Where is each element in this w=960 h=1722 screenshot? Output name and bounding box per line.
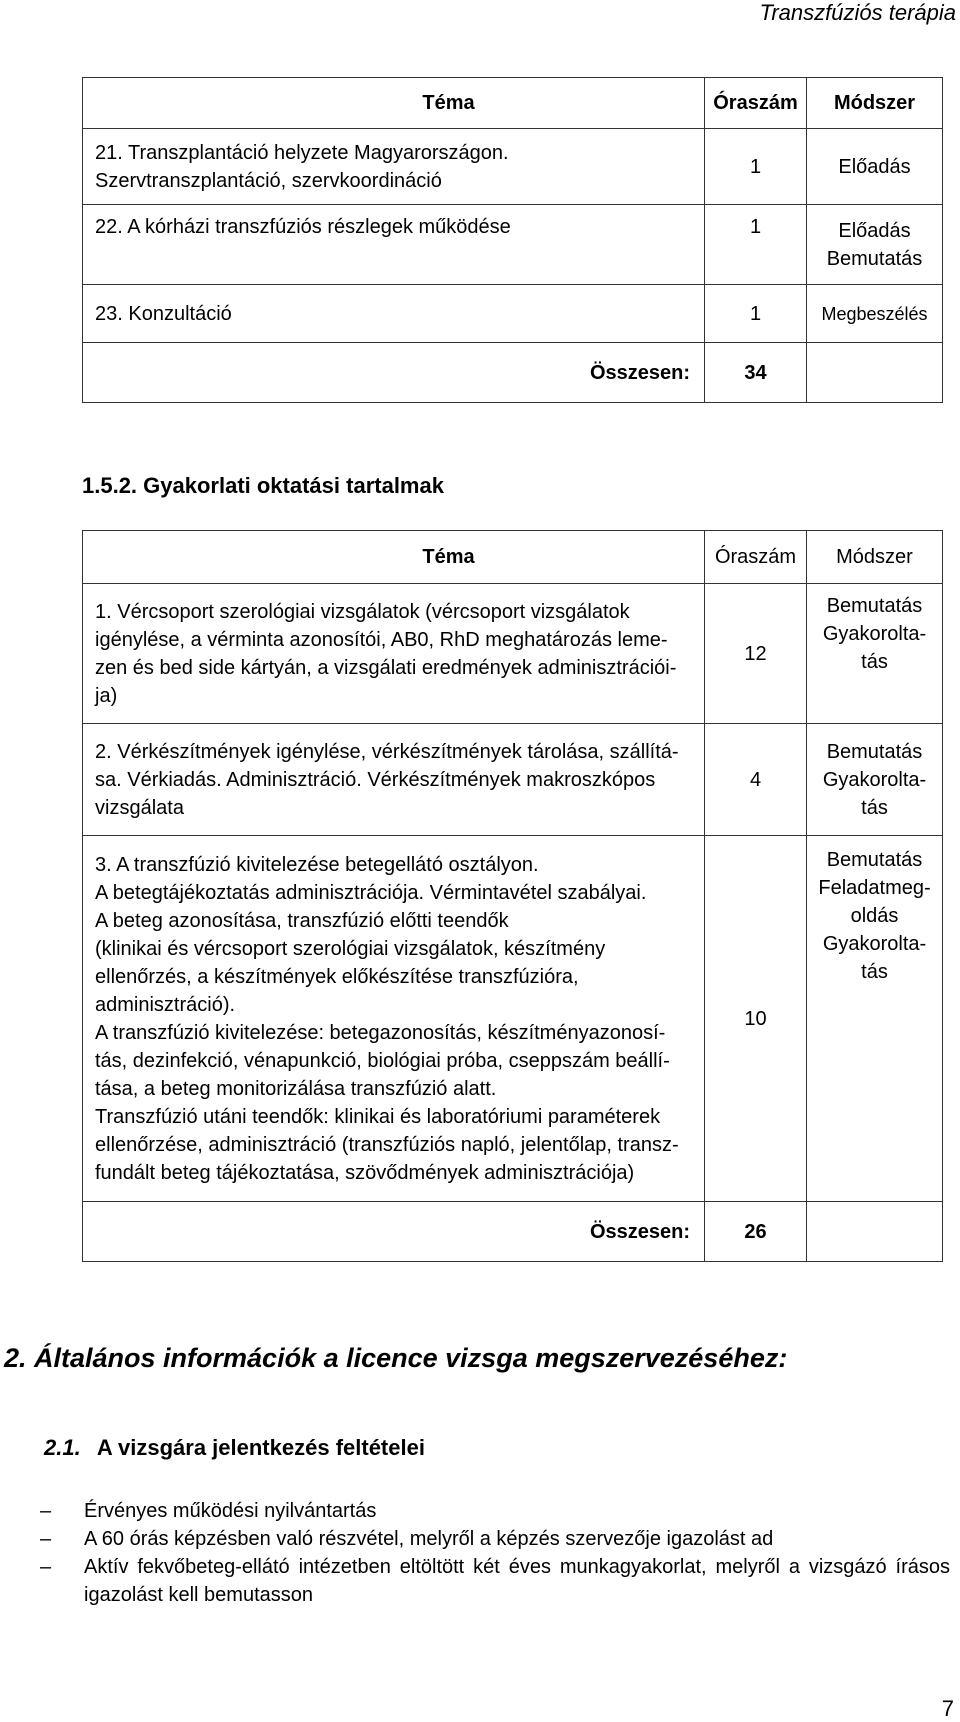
table-row <box>83 205 943 285</box>
total-value: 34 <box>705 343 807 403</box>
method-line: Gyakorolta- <box>822 623 927 645</box>
method-cell <box>807 285 943 343</box>
hours-cell: 4 <box>705 724 807 836</box>
section-title: A vizsgára jelentkezés feltételei <box>96 1435 425 1460</box>
topic-line: Szervtranszplantáció, szervkoordináció <box>95 169 442 192</box>
method-cell <box>807 129 943 205</box>
column-header-topic: Téma <box>83 531 705 584</box>
dash-bullet: – <box>40 1556 52 1578</box>
topic-line: vizsgálata <box>95 796 184 819</box>
topic-cell <box>83 584 705 724</box>
total-label: Összesen: <box>83 343 705 403</box>
method-cell <box>807 724 943 836</box>
topic-line: adminisztráció). <box>95 993 236 1016</box>
method-line: oldás <box>850 905 899 927</box>
table-total-row <box>83 343 943 403</box>
hours-cell: 10 <box>705 836 807 1202</box>
requirements-list <box>40 1497 950 1609</box>
topic-line: 23. Konzultáció <box>95 302 232 325</box>
topic-line: ellenőrzés, a készítmények előkészítése transzfúzióra, <box>95 965 579 988</box>
practical-section-heading: 1.5.2. Gyakorlati oktatási tartalmak <box>82 473 444 498</box>
list-item <box>40 1525 950 1553</box>
section-2-1-heading <box>44 1435 425 1461</box>
column-header-hours: Óraszám <box>705 78 807 129</box>
topic-line: fundált beteg tájékoztatása, szövődmények adminisztrációja) <box>95 1161 635 1184</box>
topic-line: tás, dezinfekció, vénapunkció, biológiai próba, cseppszám beállí- <box>95 1049 670 1072</box>
method-line: Bemutatás <box>826 247 923 270</box>
method-cell <box>807 584 943 724</box>
table-row <box>83 836 943 1202</box>
total-empty-cell <box>807 1202 943 1262</box>
page-number: 7 <box>941 1696 954 1721</box>
topic-line: 2. Vérkészítmények igénylése, vérkészítmények tárolása, szállítá- <box>95 740 679 763</box>
topic-line: A beteg azonosítása, transzfúzió előtti teendők <box>95 909 509 932</box>
topic-line: 22. A kórházi transzfúziós részlegek működése <box>95 216 511 238</box>
hours-cell: 1 <box>705 285 807 343</box>
column-header-method: Módszer <box>807 531 943 584</box>
section-2-heading: 2. Általános információk a licence vizsga megszervezéséhez: <box>4 1343 788 1373</box>
theory-topics-table <box>82 77 943 403</box>
method-line: Előadás <box>838 219 911 242</box>
topic-line: ja) <box>95 684 118 707</box>
table-row <box>83 724 943 836</box>
method-line: tás <box>861 796 888 819</box>
topic-line: Transzfúzió utáni teendők: klinikai és laboratóriumi paraméterek <box>95 1105 661 1128</box>
hours-cell: 1 <box>705 129 807 205</box>
method-line: Gyakorolta- <box>822 768 927 791</box>
table-row <box>83 584 943 724</box>
method-cell <box>807 836 943 1202</box>
hours-cell: 12 <box>705 584 807 724</box>
table-row <box>83 129 943 205</box>
list-item-text: Aktív fekvőbeteg-ellátó intézetben eltöltött két éves munkagyakorlat, melyről a vizsgázó írásos igazolást kell bemutasson <box>84 1556 950 1606</box>
topic-line: igénylése, a vérminta azonosítói, AB0, RhD meghatározás leme- <box>95 628 668 651</box>
method-line: Megbeszélés <box>821 303 928 324</box>
topic-line: 21. Transzplantáció helyzete Magyarországon. <box>95 141 509 164</box>
method-line: Bemutatás <box>826 740 923 763</box>
list-item-text: A 60 órás képzésben való részvétel, melyről a képzés szervezője igazolást ad <box>84 1528 774 1550</box>
list-item <box>40 1553 950 1609</box>
topic-line: (klinikai és vércsoport szerológiai vizsgálatok, készítmény <box>95 937 606 960</box>
practical-topics-table <box>82 530 943 1262</box>
list-item-text: Érvényes működési nyilvántartás <box>84 1500 377 1522</box>
topic-line: A betegtájékoztatás adminisztrációja. Vérmintavétel szabályai. <box>95 881 647 904</box>
method-line: Bemutatás <box>826 849 923 871</box>
dash-bullet: – <box>40 1528 52 1550</box>
topic-line: 1. Vércsoport szerológiai vizsgálatok (vércsoport vizsgálatok <box>95 600 630 623</box>
topic-cell <box>83 285 705 343</box>
topic-cell <box>83 129 705 205</box>
topic-line: A transzfúzió kivitelezése: betegazonosítás, készítményazonosí- <box>95 1021 666 1044</box>
method-cell <box>807 205 943 285</box>
list-item <box>40 1497 950 1525</box>
column-header-topic: Téma <box>83 78 705 129</box>
topic-line: tása, a beteg monitorizálása transzfúzió alatt. <box>95 1077 497 1100</box>
hours-cell: 1 <box>705 205 807 285</box>
total-empty-cell <box>807 343 943 403</box>
topic-line: sa. Vérkiadás. Adminisztráció. Vérkészítmények makroszkópos <box>95 768 656 791</box>
topic-cell <box>83 205 705 285</box>
document-header-title: Transzfúziós terápia <box>759 0 956 25</box>
topic-line: 3. A transzfúzió kivitelezése betegellátó osztályon. <box>95 853 539 876</box>
section-number: 2.1. <box>44 1435 81 1460</box>
topic-cell <box>83 836 705 1202</box>
topic-line: ellenőrzése, adminisztráció (transzfúziós napló, jelentőlap, transz- <box>95 1133 679 1156</box>
column-header-hours: Óraszám <box>705 531 807 584</box>
total-label: Összesen: <box>83 1202 705 1262</box>
method-line: Bemutatás <box>826 595 923 617</box>
method-line: Előadás <box>838 155 911 178</box>
method-line: Feladatmeg- <box>818 877 931 899</box>
topic-line: zen és bed side kártyán, a vizsgálati eredmények adminisztrációi- <box>95 656 677 679</box>
table-total-row <box>83 1202 943 1262</box>
method-line: tás <box>861 651 888 673</box>
dash-bullet: – <box>40 1500 52 1522</box>
total-value: 26 <box>705 1202 807 1262</box>
table-header-row <box>83 531 943 584</box>
column-header-method: Módszer <box>807 78 943 129</box>
method-line: Gyakorolta- <box>822 933 927 955</box>
table-row <box>83 285 943 343</box>
method-line: tás <box>861 961 888 983</box>
table-header-row <box>83 78 943 129</box>
topic-cell <box>83 724 705 836</box>
